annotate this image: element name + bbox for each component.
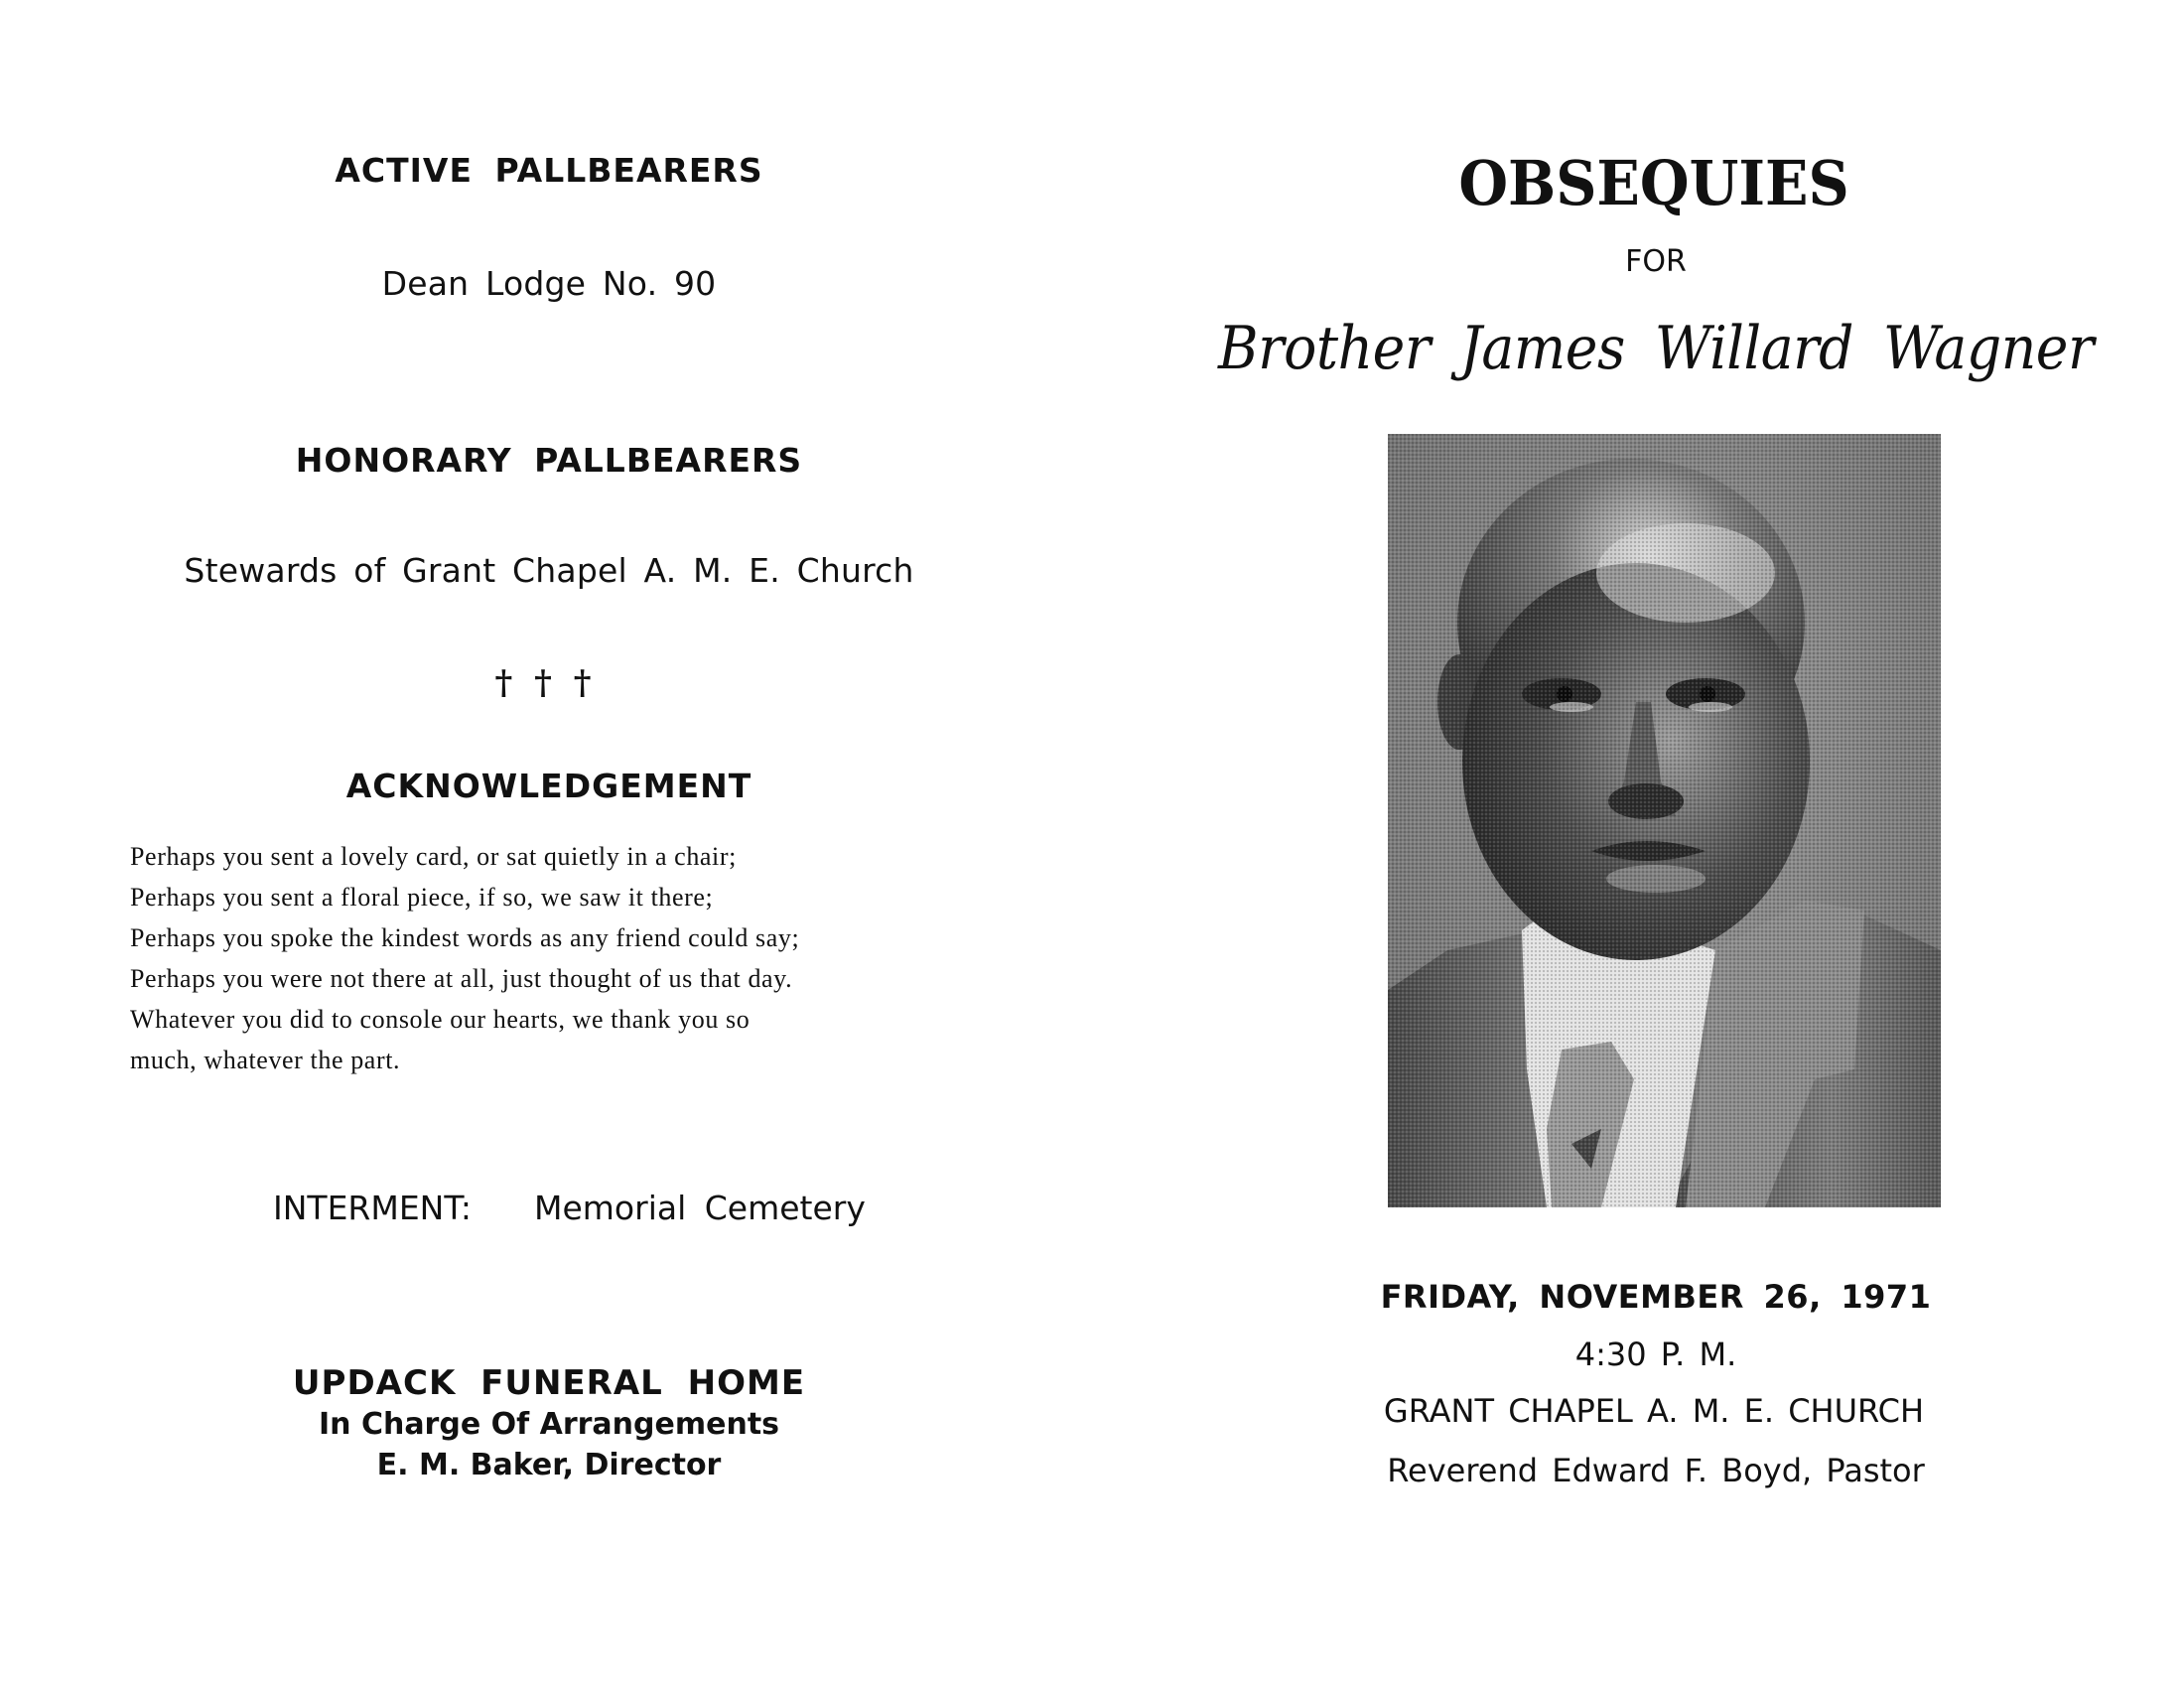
acknowledgement-heading: ACKNOWLEDGEMENT [345,767,752,805]
service-time: 4:30 P. M. [1574,1336,1737,1373]
poem-line: Perhaps you sent a floral piece, if so, we saw it there; [130,883,714,912]
deceased-name: Brother James Willard Wagner [1218,314,2094,383]
interment-label: INTERMENT: [273,1189,473,1227]
poem-line: Perhaps you sent a lovely card, or sat quietly in a chair; [130,842,737,871]
cross-ornament-icon: † † † [494,663,592,703]
portrait-icon [1388,434,1941,1207]
funeral-home-arrangements: In Charge Of Arrangements [318,1407,780,1442]
honorary-pallbearers-heading: HONORARY PALLBEARERS [295,441,803,480]
interment-value: Memorial Cemetery [534,1189,866,1227]
program-title: OBSEQUIES [1458,147,1849,219]
poem-line: Perhaps you spoke the kindest words as any friend could say; [130,923,800,952]
funeral-home-director: E. M. Baker, Director [376,1448,722,1482]
service-officiant: Reverend Edward F. Boyd, Pastor [1387,1452,1925,1489]
active-pallbearers-value: Dean Lodge No. 90 [381,264,717,303]
portrait-photo [1388,434,1941,1207]
poem-line: Whatever you did to console our hearts, we thank you so [130,1005,751,1034]
active-pallbearers-heading: ACTIVE PALLBEARERS [335,151,763,190]
funeral-home-name: UPDACK FUNERAL HOME [292,1363,806,1403]
service-location: GRANT CHAPEL A. M. E. CHURCH [1383,1392,1925,1430]
for-label: FOR [1625,244,1687,279]
service-date: FRIDAY, NOVEMBER 26, 1971 [1380,1278,1932,1316]
acknowledgement-poem [130,836,799,1080]
poem-line: Perhaps you were not there at all, just thought of us that day. [130,964,793,993]
interment-line [273,1189,866,1227]
honorary-pallbearers-value: Stewards of Grant Chapel A. M. E. Church [184,551,914,590]
poem-line: much, whatever the part. [130,1046,401,1074]
